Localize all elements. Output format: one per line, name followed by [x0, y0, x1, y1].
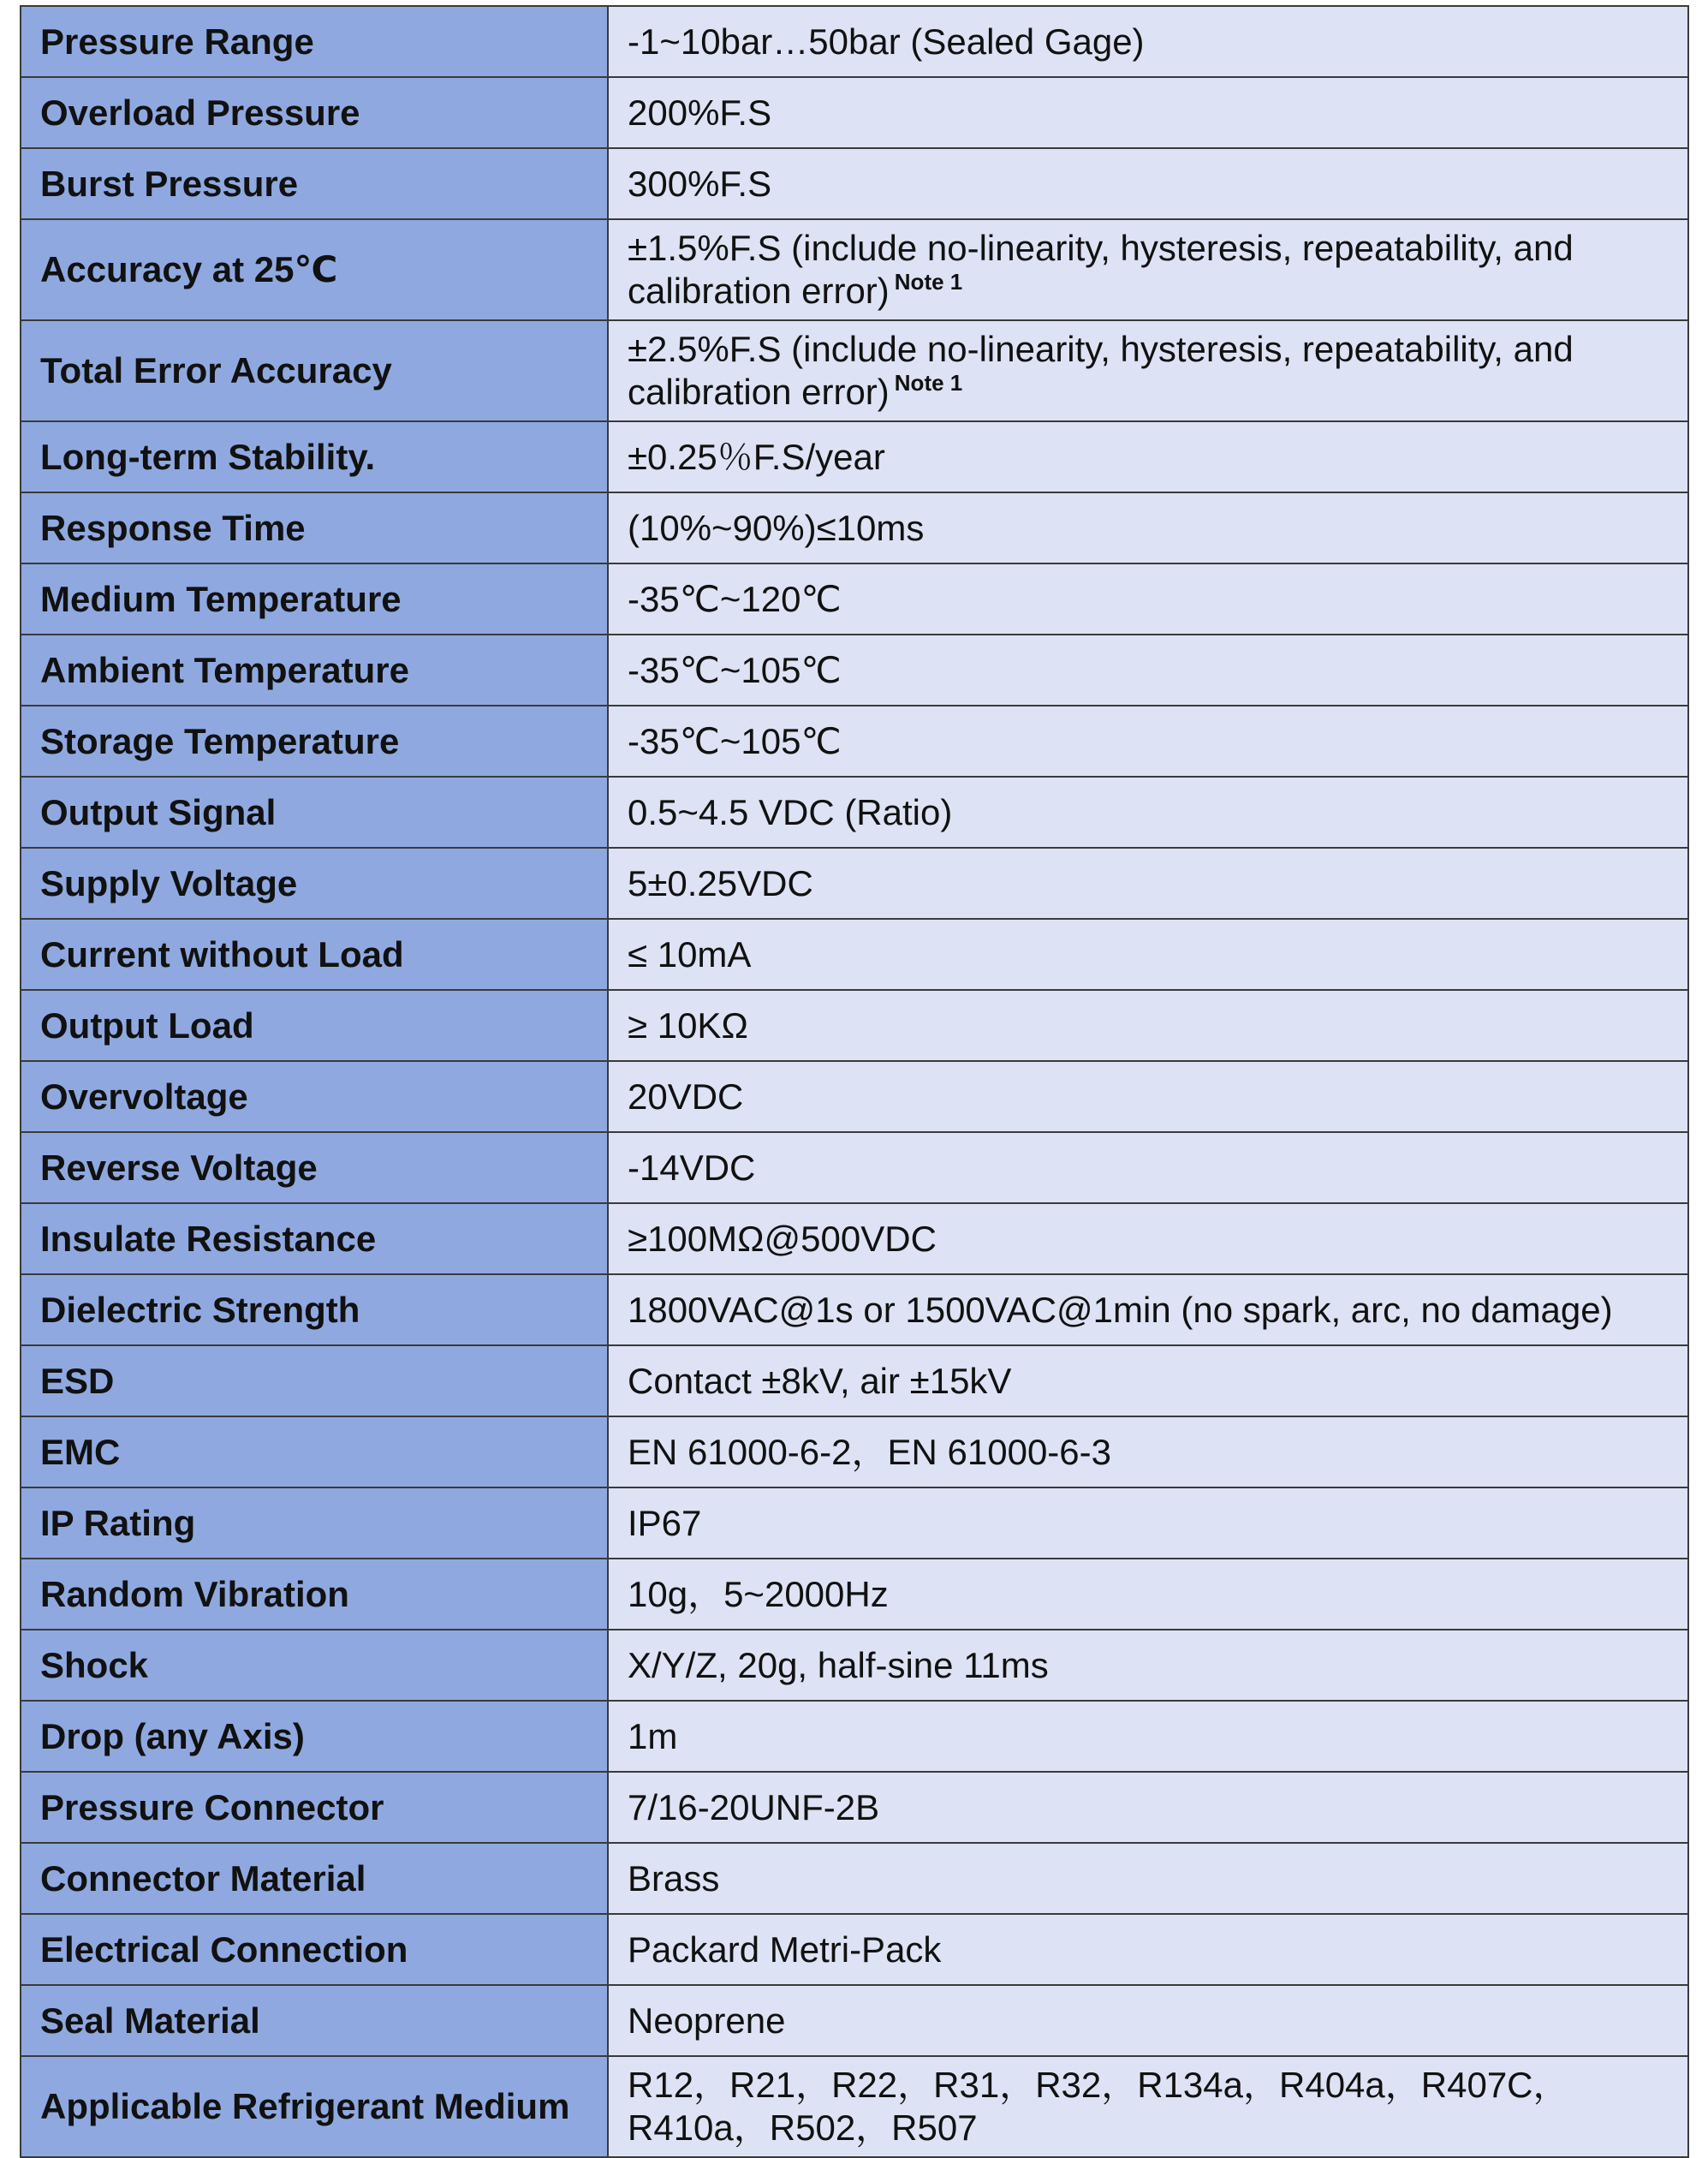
- spec-value: 200%F.S: [608, 77, 1688, 148]
- spec-value: (10%~90%)≤10ms: [608, 492, 1688, 563]
- spec-value: ≥100MΩ@500VDC: [608, 1203, 1688, 1274]
- spec-label: Drop (any Axis): [21, 1701, 608, 1772]
- spec-row-overvoltage: [21, 1061, 1688, 1132]
- spec-value: 1m: [608, 1701, 1688, 1772]
- spec-row-output-signal: [21, 777, 1688, 848]
- spec-row-pressure-range: [21, 6, 1688, 77]
- spec-label: EMC: [21, 1416, 608, 1487]
- spec-label: Electrical Connection: [21, 1914, 608, 1985]
- spec-value: -14VDC: [608, 1132, 1688, 1203]
- spec-value: ≥ 10KΩ: [608, 990, 1688, 1061]
- footnote-marker: Note 1: [894, 370, 963, 396]
- spec-value: Contact ±8kV, air ±15kV: [608, 1345, 1688, 1416]
- spec-label: Applicable Refrigerant Medium: [21, 2056, 608, 2157]
- spec-label: Accuracy at 25℃: [21, 219, 608, 320]
- spec-row-supply-voltage: [21, 848, 1688, 919]
- spec-label: Seal Material: [21, 1985, 608, 2056]
- spec-value: 7/16-20UNF-2B: [608, 1772, 1688, 1843]
- spec-row-dielectric-strength: [21, 1274, 1688, 1345]
- spec-label: Response Time: [21, 492, 608, 563]
- footnote-marker: Note 1: [894, 269, 963, 295]
- spec-value: 1800VAC@1s or 1500VAC@1min (no spark, arc, no damage): [608, 1274, 1688, 1345]
- spec-value-cell: [608, 320, 1688, 421]
- spec-row-output-load: [21, 990, 1688, 1061]
- spec-label: Long-term Stability.: [21, 421, 608, 492]
- spec-label: Overvoltage: [21, 1061, 608, 1132]
- spec-row-electrical-connection: [21, 1914, 1688, 1985]
- spec-label: Storage Temperature: [21, 706, 608, 777]
- spec-row-esd: [21, 1345, 1688, 1416]
- spec-row-emc: [21, 1416, 1688, 1487]
- spec-label: Shock: [21, 1630, 608, 1701]
- spec-value: X/Y/Z, 20g, half-sine 11ms: [608, 1630, 1688, 1701]
- spec-label: Pressure Range: [21, 6, 608, 77]
- spec-label: Reverse Voltage: [21, 1132, 608, 1203]
- spec-label: Total Error Accuracy: [21, 320, 608, 421]
- spec-value: 300%F.S: [608, 148, 1688, 219]
- spec-row-random-vibration: [21, 1559, 1688, 1630]
- spec-value: IP67: [608, 1487, 1688, 1559]
- spec-label: Random Vibration: [21, 1559, 608, 1630]
- spec-label: Burst Pressure: [21, 148, 608, 219]
- spec-row-accuracy: [21, 219, 1688, 320]
- spec-row-burst-pressure: [21, 148, 1688, 219]
- spec-label: Current without Load: [21, 919, 608, 990]
- spec-row-reverse-voltage: [21, 1132, 1688, 1203]
- spec-value-cell: [608, 219, 1688, 320]
- spec-row-long-term-stability: [21, 421, 1688, 492]
- spec-label: Output Signal: [21, 777, 608, 848]
- spec-value: -1~10bar…50bar (Sealed Gage): [608, 6, 1688, 77]
- spec-row-ip-rating: [21, 1487, 1688, 1559]
- spec-value: Brass: [608, 1843, 1688, 1914]
- spec-value: ±2.5%F.S (include no-linearity, hysteresis, repeatability, and calibration error): [628, 329, 1574, 412]
- spec-value: Neoprene: [608, 1985, 1688, 2056]
- spec-value: -35℃~105℃: [608, 635, 1688, 706]
- spec-value: 5±0.25VDC: [608, 848, 1688, 919]
- spec-row-total-error-accuracy: [21, 320, 1688, 421]
- spec-row-ambient-temperature: [21, 635, 1688, 706]
- spec-label: IP Rating: [21, 1487, 608, 1559]
- spec-value: 20VDC: [608, 1061, 1688, 1132]
- specification-table: [20, 5, 1689, 2158]
- spec-row-insulate-resistance: [21, 1203, 1688, 1274]
- spec-value: 0.5~4.5 VDC (Ratio): [608, 777, 1688, 848]
- spec-row-drop: [21, 1701, 1688, 1772]
- spec-label: Dielectric Strength: [21, 1274, 608, 1345]
- spec-value: EN 61000-6-2，EN 61000-6-3: [608, 1416, 1688, 1487]
- spec-row-pressure-connector: [21, 1772, 1688, 1843]
- spec-value: Packard Metri-Pack: [608, 1914, 1688, 1985]
- spec-row-applicable-refrigerant-medium: [21, 2056, 1688, 2157]
- spec-row-seal-material: [21, 1985, 1688, 2056]
- spec-label: Overload Pressure: [21, 77, 608, 148]
- spec-value: -35℃~120℃: [608, 563, 1688, 635]
- spec-row-connector-material: [21, 1843, 1688, 1914]
- spec-label: Supply Voltage: [21, 848, 608, 919]
- spec-value: -35℃~105℃: [608, 706, 1688, 777]
- spec-label: Insulate Resistance: [21, 1203, 608, 1274]
- spec-value: ≤ 10mA: [608, 919, 1688, 990]
- spec-row-medium-temperature: [21, 563, 1688, 635]
- spec-row-current-without-load: [21, 919, 1688, 990]
- spec-label: Medium Temperature: [21, 563, 608, 635]
- spec-row-shock: [21, 1630, 1688, 1701]
- spec-value: ±1.5%F.S (include no-linearity, hysteresis, repeatability, and calibration error): [628, 228, 1574, 311]
- spec-label: Output Load: [21, 990, 608, 1061]
- spec-label: Ambient Temperature: [21, 635, 608, 706]
- spec-value: ±0.25％F.S/year: [608, 421, 1688, 492]
- spec-row-response-time: [21, 492, 1688, 563]
- spec-row-overload-pressure: [21, 77, 1688, 148]
- spec-value: R12，R21，R22，R31，R32，R134a，R404a，R407C，R410a，R502，R507: [608, 2056, 1688, 2157]
- spec-value: 10g，5~2000Hz: [608, 1559, 1688, 1630]
- spec-label: Connector Material: [21, 1843, 608, 1914]
- spec-label: Pressure Connector: [21, 1772, 608, 1843]
- spec-label: ESD: [21, 1345, 608, 1416]
- spec-row-storage-temperature: [21, 706, 1688, 777]
